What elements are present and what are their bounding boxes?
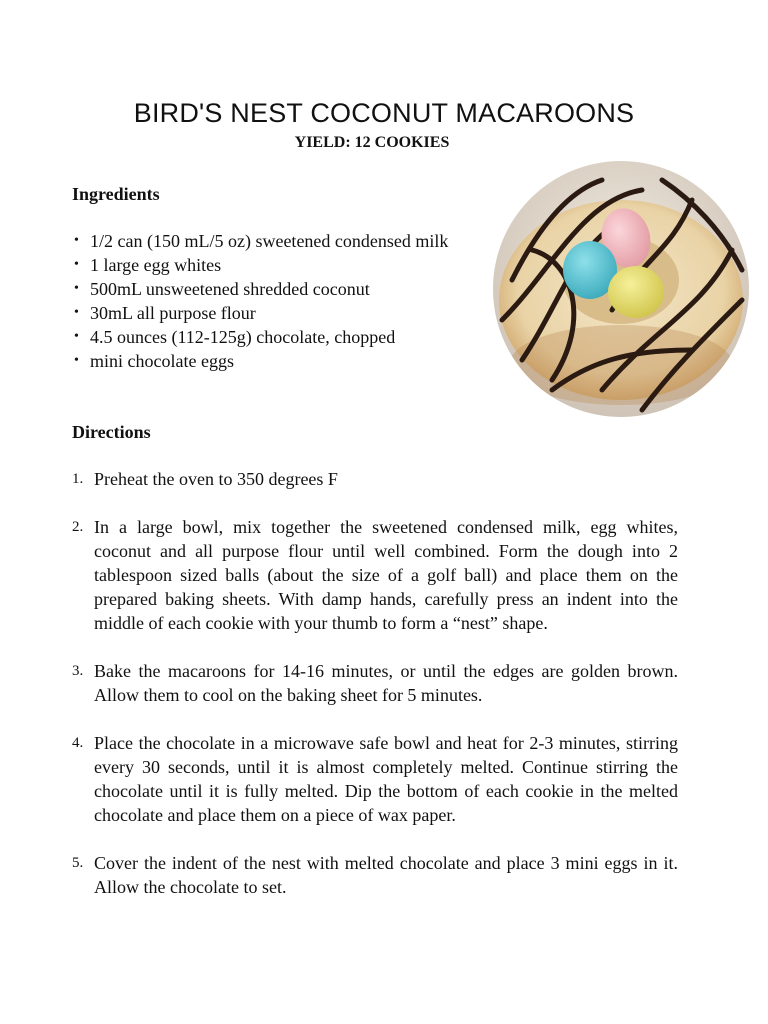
bullet-icon: • <box>74 257 79 272</box>
ingredients-heading: Ingredients <box>72 184 160 204</box>
list-item <box>72 659 678 707</box>
step-number: 5. <box>72 855 84 871</box>
directions-list <box>72 467 678 923</box>
step-text: Place the chocolate in a microwave safe bowl and heat for 2-3 minutes, stirring every 30 seconds, until it is almost completely melted. Continue stirring the chocolate until it is fully melted. Dip the bottom of each cookie in the melted chocolate and place them on a piece of wax paper. <box>94 733 678 825</box>
step-number: 1. <box>72 471 84 487</box>
macaroon-nest-photo <box>492 160 750 418</box>
recipe-yield: YIELD: 12 COOKIES <box>294 134 450 151</box>
list-item: • 1/2 can (150 mL/5 oz) sweetened condensed milk <box>74 231 449 251</box>
list-item: • mini chocolate eggs <box>74 351 234 371</box>
bullet-icon: • <box>74 353 79 368</box>
step-text: Cover the indent of the nest with melted chocolate and place 3 mini eggs in it. Allow the chocolate to set. <box>94 853 678 897</box>
list-item <box>72 467 678 491</box>
list-item: • 1 large egg whites <box>74 255 222 275</box>
ingredients-list <box>72 229 462 373</box>
list-item <box>72 851 678 899</box>
list-item <box>72 731 678 827</box>
step-text: Preheat the oven to 350 degrees F <box>94 469 338 489</box>
list-item: • 4.5 ounces (112-125g) chocolate, chopped <box>74 327 396 347</box>
list-item <box>72 515 678 635</box>
step-number: 2. <box>72 519 84 535</box>
list-item: • 500mL unsweetened shredded coconut <box>74 279 370 299</box>
step-number: 4. <box>72 735 84 751</box>
bullet-icon: • <box>74 329 79 344</box>
step-text: Bake the macaroons for 14-16 minutes, or until the edges are golden brown. Allow them to cool on the baking sheet for 5 minutes. <box>94 661 678 705</box>
directions-heading: Directions <box>72 422 151 442</box>
bullet-icon: • <box>74 233 79 248</box>
bullet-icon: • <box>74 281 79 296</box>
bullet-icon: • <box>74 305 79 320</box>
step-number: 3. <box>72 663 84 679</box>
list-item: • 30mL all purpose flour <box>74 303 256 323</box>
step-text: In a large bowl, mix together the sweetened condensed milk, egg whites, coconut and all purpose flour until well combined. Form the dough into 2 tablespoon sized balls (about the size of a golf ball) and place them on the prepared baking sheets. With damp hands, carefully press an indent into the middle of each cookie with your thumb to form a “nest” shape. <box>94 517 678 633</box>
recipe-title: BIRD'S NEST COCONUT MACAROONS <box>133 98 635 128</box>
